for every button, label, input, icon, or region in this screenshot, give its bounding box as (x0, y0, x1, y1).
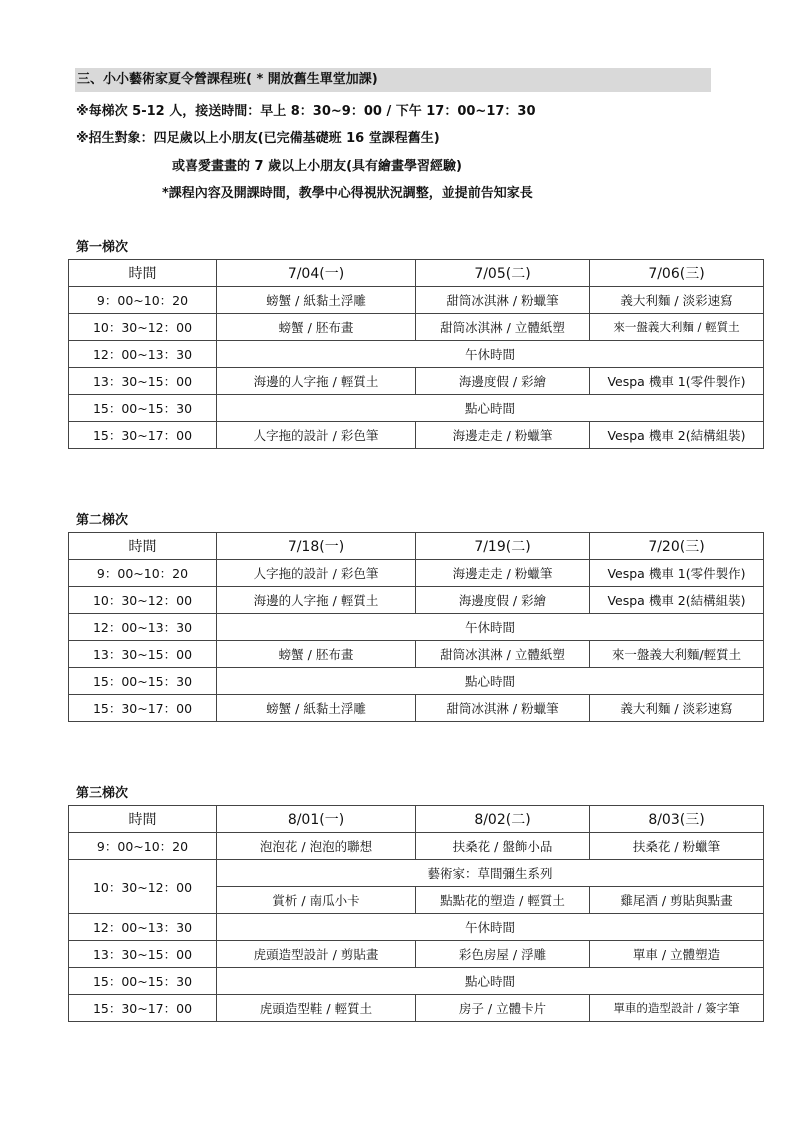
class-cell: 海邊度假 / 彩繪 (416, 587, 590, 614)
time-header: 時間 (69, 806, 217, 833)
time-cell: 10：30~12：00 (69, 587, 217, 614)
class-cell: 泡泡花 / 泡泡的聯想 (217, 833, 416, 860)
date-header: 7/05(二) (416, 260, 590, 287)
table-row (69, 995, 764, 1022)
info-line-notice: *課程內容及開課時間，教學中心得視狀況調整，並提前告知家長 (162, 186, 533, 201)
class-cell: 義大利麵 / 淡彩速寫 (590, 695, 764, 722)
time-cell: 13：30~15：00 (69, 641, 217, 668)
table-row (69, 287, 764, 314)
class-cell: 螃蟹 / 胚布畫 (217, 314, 416, 341)
class-cell: 人字拖的設計 / 彩色筆 (217, 422, 416, 449)
time-cell: 15：00~15：30 (69, 395, 217, 422)
session-2-table (68, 532, 764, 722)
class-cell: 甜筒冰淇淋 / 粉蠟筆 (416, 695, 590, 722)
time-cell: 10：30~12：00 (69, 314, 217, 341)
class-cell: 海邊的人字拖 / 輕質土 (217, 587, 416, 614)
class-cell: Vespa 機車 1(零件製作) (590, 368, 764, 395)
class-cell: 扶桑花 / 粉蠟筆 (590, 833, 764, 860)
class-cell: 扶桑花 / 盤飾小品 (416, 833, 590, 860)
time-cell: 15：30~17：00 (69, 695, 217, 722)
table-row (69, 941, 764, 968)
session-1-table (68, 259, 764, 449)
class-cell: 來一盤義大利麵 / 輕質土 (590, 314, 764, 341)
class-cell: 海邊走走 / 粉蠟筆 (416, 422, 590, 449)
table-row (69, 422, 764, 449)
snack-break-cell: 點心時間 (217, 668, 764, 695)
time-cell: 15：30~17：00 (69, 422, 217, 449)
session-3-label: 第三梯次 (76, 786, 129, 801)
table-row (69, 833, 764, 860)
time-cell: 12：00~13：30 (69, 614, 217, 641)
class-cell: 螃蟹 / 紙黏土浮雕 (217, 287, 416, 314)
info-line-eligibility: ※招生對象：四足歲以上小朋友(已完備基礎班 16 堂課程舊生) (76, 131, 440, 146)
header-row (69, 533, 764, 560)
table-row (69, 668, 764, 695)
class-cell: 虎頭造型設計 / 剪貼畫 (217, 941, 416, 968)
table-row (69, 314, 764, 341)
header-row (69, 806, 764, 833)
snack-break-cell: 點心時間 (217, 968, 764, 995)
class-cell: 甜筒冰淇淋 / 立體紙塑 (416, 641, 590, 668)
info-line-eligibility-2: 或喜愛畫畫的 7 歲以上小朋友(具有繪畫學習經驗) (172, 159, 462, 174)
class-cell: 海邊走走 / 粉蠟筆 (416, 560, 590, 587)
date-header: 8/02(二) (416, 806, 590, 833)
class-cell: 單車 / 立體塑造 (590, 941, 764, 968)
table-row (69, 368, 764, 395)
table-row (69, 968, 764, 995)
time-cell: 12：00~13：30 (69, 341, 217, 368)
date-header: 8/03(三) (590, 806, 764, 833)
time-cell: 13：30~15：00 (69, 941, 217, 968)
class-cell: 甜筒冰淇淋 / 立體紙塑 (416, 314, 590, 341)
class-cell: 海邊的人字拖 / 輕質土 (217, 368, 416, 395)
info-line-schedule: ※每梯次 5-12 人，接送時間：早上 8：30~9：00 / 下午 17：00~17：30 (76, 104, 536, 119)
class-cell: 義大利麵 / 淡彩速寫 (590, 287, 764, 314)
date-header: 7/06(三) (590, 260, 764, 287)
date-header: 7/19(二) (416, 533, 590, 560)
table-row (69, 614, 764, 641)
session-2-label: 第二梯次 (76, 513, 129, 528)
class-cell: 海邊度假 / 彩繪 (416, 368, 590, 395)
table-row (69, 587, 764, 614)
time-cell: 15：00~15：30 (69, 668, 217, 695)
session-1-label: 第一梯次 (76, 240, 129, 255)
class-cell: Vespa 機車 2(結構組裝) (590, 422, 764, 449)
class-cell: Vespa 機車 1(零件製作) (590, 560, 764, 587)
class-cell: Vespa 機車 2(結構組裝) (590, 587, 764, 614)
table-row (69, 395, 764, 422)
time-cell: 12：00~13：30 (69, 914, 217, 941)
lunch-break-cell: 午休時間 (217, 914, 764, 941)
time-cell: 9：00~10：20 (69, 287, 217, 314)
series-title-cell: 藝術家：草間彌生系列 (217, 860, 764, 887)
date-header: 8/01(一) (217, 806, 416, 833)
lunch-break-cell: 午休時間 (217, 341, 764, 368)
section-title: 三、小小藝術家夏令營課程班( * 開放舊生單堂加課) (75, 68, 711, 92)
class-cell: 螃蟹 / 紙黏土浮雕 (217, 695, 416, 722)
table-row (69, 695, 764, 722)
table-row (69, 560, 764, 587)
class-cell: 雞尾酒 / 剪貼與點畫 (590, 887, 764, 914)
date-header: 7/20(三) (590, 533, 764, 560)
class-cell: 點點花的塑造 / 輕質土 (416, 887, 590, 914)
table-row (69, 341, 764, 368)
class-cell: 螃蟹 / 胚布畫 (217, 641, 416, 668)
class-cell: 房子 / 立體卡片 (416, 995, 590, 1022)
header-row (69, 260, 764, 287)
time-cell: 9：00~10：20 (69, 833, 217, 860)
date-header: 7/18(一) (217, 533, 416, 560)
class-cell: 來一盤義大利麵/輕質土 (590, 641, 764, 668)
session-3-table (68, 805, 764, 1022)
lunch-break-cell: 午休時間 (217, 614, 764, 641)
snack-break-cell: 點心時間 (217, 395, 764, 422)
time-cell: 9：00~10：20 (69, 560, 217, 587)
time-cell: 15：30~17：00 (69, 995, 217, 1022)
class-cell: 虎頭造型鞋 / 輕質土 (217, 995, 416, 1022)
table-row (69, 641, 764, 668)
time-cell: 13：30~15：00 (69, 368, 217, 395)
time-header: 時間 (69, 260, 217, 287)
table-row (69, 914, 764, 941)
class-cell: 人字拖的設計 / 彩色筆 (217, 560, 416, 587)
class-cell: 賞析 / 南瓜小卡 (217, 887, 416, 914)
time-cell: 10：30~12：00 (69, 860, 217, 914)
time-cell: 15：00~15：30 (69, 968, 217, 995)
time-header: 時間 (69, 533, 217, 560)
class-cell: 單車的造型設計 / 簽字筆 (590, 995, 764, 1022)
class-cell: 彩色房屋 / 浮雕 (416, 941, 590, 968)
date-header: 7/04(一) (217, 260, 416, 287)
table-row (69, 860, 764, 887)
class-cell: 甜筒冰淇淋 / 粉蠟筆 (416, 287, 590, 314)
